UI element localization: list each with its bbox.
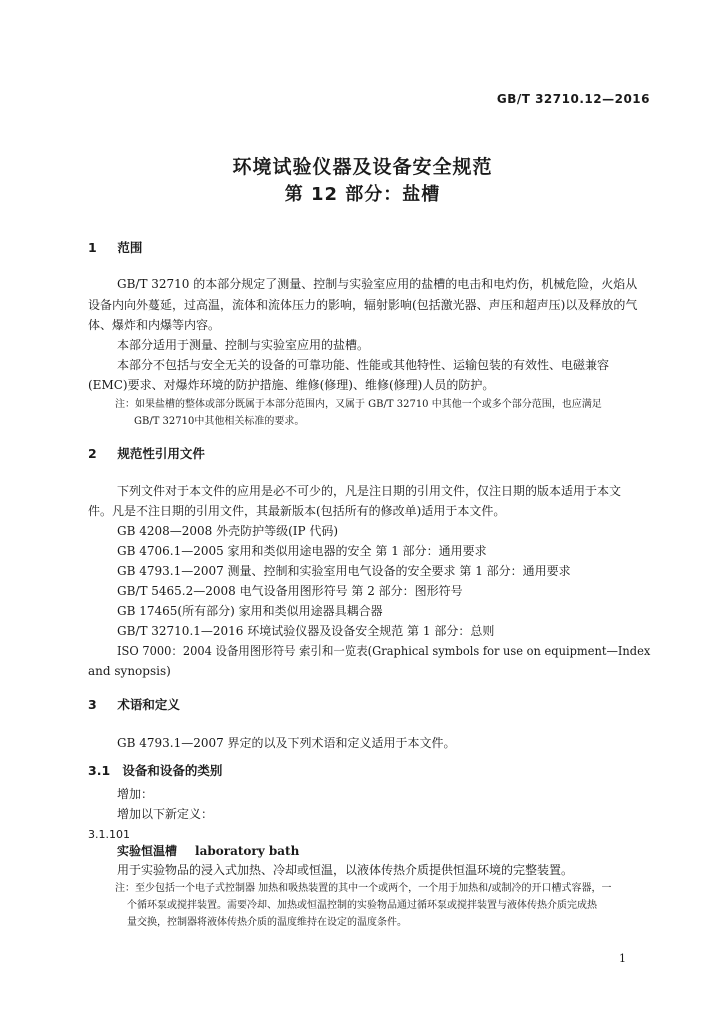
reference-item: GB/T 5465.2—2008 电气设备用图形符号 第 2 部分：图形符号 [117, 584, 463, 598]
page-number: 1 [619, 952, 626, 965]
paragraph-line: 增加： [117, 787, 154, 801]
reference-item: GB 4793.1—2007 测量、控制和实验室用电气设备的安全要求 第 1 部分：通用要求 [117, 564, 571, 578]
section-number: 1 [88, 240, 97, 255]
section-heading-terms-definitions [88, 695, 180, 713]
definition-line: 用于实验物品的浸入式加热、冷却或恒温，以液体传热介质提供恒温环境的完整装置。 [117, 863, 574, 877]
standard-code: GB/T 32710.12—2016 [496, 92, 650, 106]
paragraph-line: 本部分适用于测量、控制与实验室应用的盐槽。 [117, 338, 370, 352]
term-chinese: 实验恒温槽 [117, 844, 178, 858]
section-heading-normative-references [88, 444, 205, 462]
section-title: 范围 [117, 240, 143, 255]
section-heading-scope [88, 238, 142, 256]
note-line: 注：至少包括一个电子式控制器 加热和吸热装置的其中一个或两个，一个用于加热和/或制冷的开口槽式容器，一 [115, 883, 612, 894]
reference-item: ISO 7000：2004 设备用图形符号 索引和一览表(Graphical symbols for use on equipment—Index [117, 644, 651, 658]
section-title: 术语和定义 [117, 697, 180, 712]
term-entry [117, 843, 299, 859]
paragraph-line: 增加以下新定义： [117, 807, 214, 821]
reference-item: GB/T 32710.1—2016 环境试验仪器及设备安全规范 第 1 部分：总则 [117, 624, 495, 638]
term-english: laboratory bath [195, 844, 300, 858]
note-line: GB/T 32710中其他相关标准的要求。 [134, 416, 305, 427]
document-title: 环境试验仪器及设备安全规范 [232, 156, 493, 178]
section-number: 3 [88, 697, 97, 712]
paragraph-line: 件。凡是不注日期的引用文件，其最新版本(包括所有的修改单)适用于本文件。 [88, 504, 506, 518]
section-number: 2 [88, 446, 97, 461]
reference-item: GB 17465(所有部分) 家用和类似用途器具耦合器 [117, 604, 383, 618]
reference-item: GB 4208—2008 外壳防护等级(IP 代码) [117, 524, 339, 538]
document-subtitle: 第 12 部分：盐槽 [284, 184, 441, 205]
paragraph-line: 下列文件对于本文件的应用是必不可少的，凡是注日期的引用文件，仅注日期的版本适用于本文 [117, 484, 622, 498]
note-line: 个循环泵或搅拌装置。需要冷却、加热或恒温控制的实验物品通过循环泵或搅拌装置与液体传热介质完成热 [127, 900, 597, 911]
reference-item-continuation: and synopsis) [88, 664, 171, 678]
note-line: 量交换，控制器将液体传热介质的温度维持在设定的温度条件。 [127, 917, 407, 928]
paragraph-line: 设备内向外蔓延，过高温，流体和流体压力的影响，辐射影响(包括激光器、声压和超声压)以及释放的气 [88, 298, 638, 312]
subsection-heading [88, 761, 222, 779]
paragraph-line: GB/T 32710 的本部分规定了测量、控制与实验室应用的盐槽的电击和电灼伤，机械危险，火焰从 [117, 277, 638, 291]
note-line: 注：如果盐槽的整体或部分既属于本部分范围内，又属于 GB/T 32710 中其他一个或多个部分范围，也应满足 [115, 399, 602, 410]
reference-item: GB 4706.1—2005 家用和类似用途电器的安全 第 1 部分：通用要求 [117, 544, 487, 558]
subsection-title: 设备和设备的类别 [122, 763, 223, 778]
subsection-number: 3.1 [88, 763, 111, 778]
term-number: 3.1.101 [88, 828, 130, 841]
paragraph-line: (EMC)要求、对爆炸环境的防护措施、维修(修理)、维修(修理)人员的防护。 [88, 378, 495, 392]
paragraph-line: 体、爆炸和内爆等内容。 [88, 318, 221, 332]
paragraph-line: 本部分不包括与安全无关的设备的可靠功能、性能或其他特性、运输包装的有效性、电磁兼容 [117, 358, 610, 372]
paragraph-line: GB 4793.1—2007 界定的以及下列术语和定义适用于本文件。 [117, 736, 456, 750]
section-title: 规范性引用文件 [117, 446, 205, 461]
